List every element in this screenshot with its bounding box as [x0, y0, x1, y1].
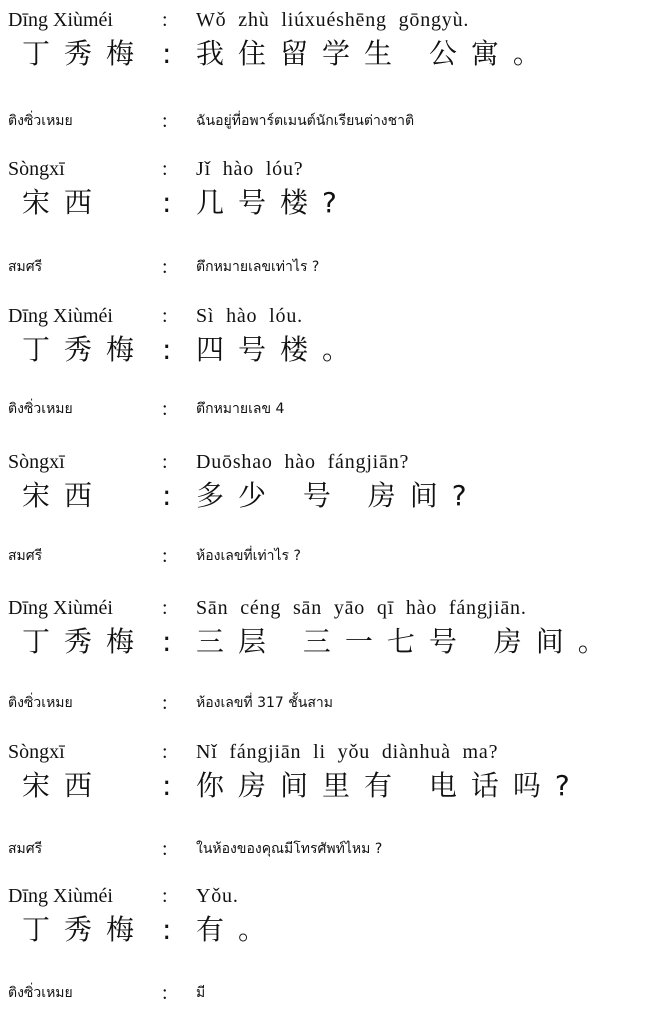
- pinyin-line: [0, 738, 652, 766]
- thai-text: มี: [196, 985, 206, 1001]
- thai-speaker: ติงซิ่วเหมย: [8, 113, 73, 129]
- colon: :: [162, 479, 172, 512]
- hanzi-speaker: 宋西: [22, 186, 107, 219]
- hanzi-text: 有。: [196, 913, 281, 946]
- thai-line: [0, 690, 652, 716]
- hanzi-line: [0, 910, 652, 950]
- pinyin-text: Jǐ hào lóu?: [196, 158, 304, 180]
- pinyin-line: [0, 155, 652, 183]
- colon: :: [162, 625, 172, 658]
- thai-text: ฉันอยู่ที่อพาร์ตเมนต์นักเรียนต่างชาติ: [196, 113, 415, 129]
- pinyin-speaker: Dīng Xiùméi: [8, 305, 113, 327]
- colon: :: [162, 597, 168, 619]
- thai-line: [0, 254, 652, 280]
- thai-line: [0, 543, 652, 569]
- colon: :: [162, 9, 168, 31]
- thai-text: ในห้องของคุณมีโทรศัพท์ไหม ?: [196, 841, 383, 857]
- pinyin-text: Nǐ fángjiān li yǒu diànhuà ma?: [196, 741, 499, 763]
- hanzi-text: 几号楼?: [196, 186, 351, 219]
- hanzi-speaker: 丁秀梅: [22, 333, 149, 366]
- pinyin-speaker: Dīng Xiùméi: [8, 885, 113, 907]
- thai-speaker: สมศรี: [8, 259, 43, 275]
- pinyin-speaker: Dīng Xiùméi: [8, 597, 113, 619]
- pinyin-text: Duōshao hào fángjiān?: [196, 451, 410, 473]
- pinyin-speaker: Sòngxī: [8, 158, 65, 180]
- hanzi-text: 多少 号 房间?: [196, 479, 481, 512]
- thai-line: [0, 836, 652, 862]
- thai-speaker: สมศรี: [8, 841, 43, 857]
- colon: :: [162, 885, 168, 907]
- hanzi-text: 你房间里有 电话吗?: [196, 769, 584, 802]
- pinyin-text: Sān céng sān yāo qī hào fángjiān.: [196, 597, 527, 619]
- colon: :: [162, 333, 172, 366]
- thai-speaker: ติงซิ่วเหมย: [8, 401, 73, 417]
- hanzi-line: [0, 476, 652, 516]
- pinyin-speaker: Sòngxī: [8, 741, 65, 763]
- colon: :: [162, 110, 168, 132]
- colon: :: [162, 838, 168, 860]
- colon: :: [162, 769, 172, 802]
- colon: :: [162, 982, 168, 1004]
- colon: :: [162, 398, 168, 420]
- colon: :: [162, 158, 168, 180]
- colon: :: [162, 451, 168, 473]
- hanzi-line: [0, 330, 652, 370]
- pinyin-line: [0, 302, 652, 330]
- colon: :: [162, 741, 168, 763]
- hanzi-speaker: 宋西: [22, 769, 107, 802]
- hanzi-line: [0, 183, 652, 223]
- colon: :: [162, 692, 168, 714]
- thai-speaker: ติงซิ่วเหมย: [8, 985, 73, 1001]
- pinyin-speaker: Sòngxī: [8, 451, 65, 473]
- colon: :: [162, 305, 168, 327]
- colon: :: [162, 545, 168, 567]
- thai-line: [0, 980, 652, 1006]
- pinyin-line: [0, 882, 652, 910]
- hanzi-speaker: 丁秀梅: [22, 913, 149, 946]
- pinyin-line: [0, 594, 652, 622]
- hanzi-speaker: 丁秀梅: [22, 625, 149, 658]
- hanzi-text: 四号楼。: [196, 333, 365, 366]
- pinyin-line: [0, 6, 652, 34]
- thai-text: ตึกหมายเลขเท่าไร ?: [196, 259, 320, 275]
- colon: :: [162, 37, 172, 70]
- thai-text: ห้องเลขที่ 317 ชั้นสาม: [196, 695, 333, 711]
- thai-line: [0, 396, 652, 422]
- thai-line: [0, 108, 652, 134]
- hanzi-speaker: 宋西: [22, 479, 107, 512]
- colon: :: [162, 186, 172, 219]
- hanzi-line: [0, 622, 652, 662]
- thai-speaker: ติงซิ่วเหมย: [8, 695, 73, 711]
- thai-text: ตึกหมายเลข 4: [196, 401, 285, 417]
- thai-speaker: สมศรี: [8, 548, 43, 564]
- hanzi-speaker: 丁秀梅: [22, 37, 149, 70]
- pinyin-text: Yǒu.: [196, 885, 239, 907]
- pinyin-text: Sì hào lóu.: [196, 305, 303, 327]
- pinyin-line: [0, 448, 652, 476]
- colon: :: [162, 256, 168, 278]
- hanzi-line: [0, 34, 652, 74]
- thai-text: ห้องเลขที่เท่าไร ?: [196, 548, 301, 564]
- hanzi-text: 我住留学生 公寓。: [196, 37, 555, 70]
- colon: :: [162, 913, 172, 946]
- hanzi-line: [0, 766, 652, 806]
- pinyin-speaker: Dīng Xiùméi: [8, 9, 113, 31]
- pinyin-text: Wǒ zhù liúxuéshēng gōngyù.: [196, 9, 470, 31]
- hanzi-text: 三层 三一七号 房间。: [196, 625, 620, 658]
